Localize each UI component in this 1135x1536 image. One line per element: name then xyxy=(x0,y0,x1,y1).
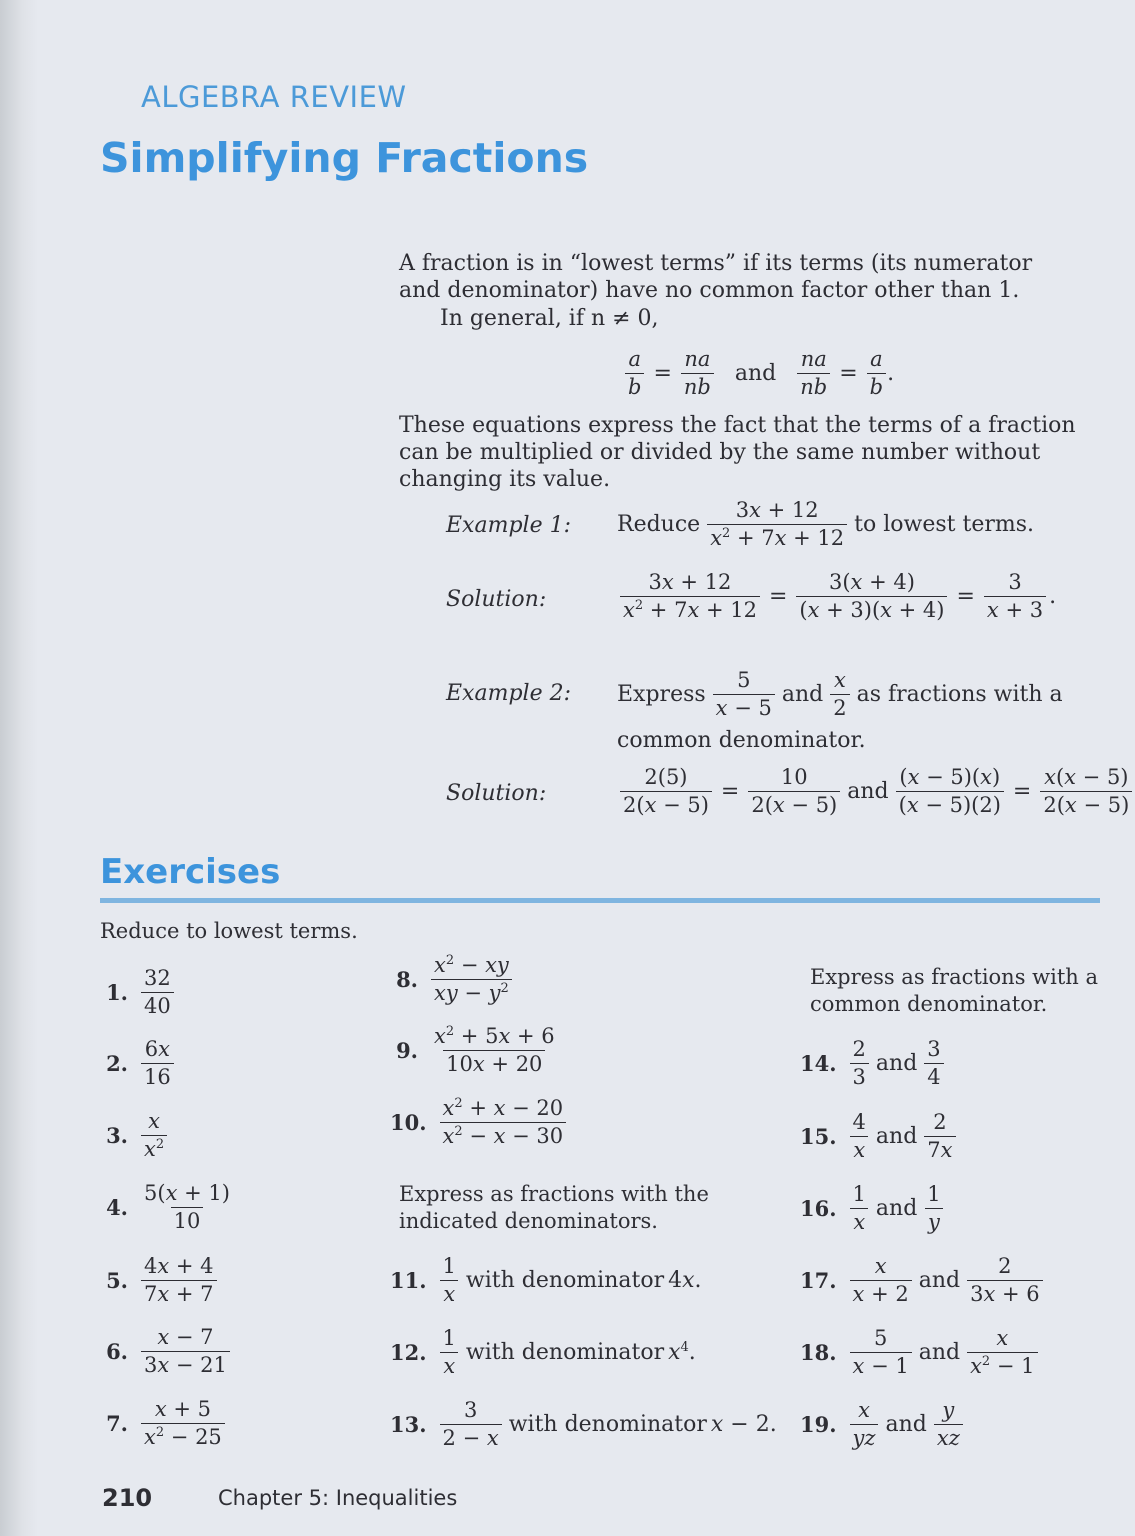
fraction: $\frac{5}{x - 5}$ xyxy=(713,668,775,720)
solution-1-label: Solution: xyxy=(446,587,547,612)
chapter-footer: Chapter 5: Inequalities xyxy=(218,1486,458,1510)
exercise-5: 5. $\frac{4x + 4}{7x + 7}$ xyxy=(100,1254,220,1306)
exercise-9: 9. $\frac{x^2 + 5x + 6}{10x + 20}$ xyxy=(396,1024,555,1076)
explanation-paragraph: These equations express the fact that the terms of a fraction can be multiplied or divided by the same number without changing its value. xyxy=(399,413,1076,492)
fraction: $\frac{na}{nb}$ xyxy=(681,347,714,399)
exercise-6: 6. $\frac{x - 7}{3x - 21}$ xyxy=(100,1325,233,1377)
express-word: Express xyxy=(617,681,706,707)
fraction: $\frac{3(x + 4)}{(x + 3)(x + 4)}$ xyxy=(796,570,947,622)
and-word: and xyxy=(734,360,777,386)
fraction: $\frac{(x - 5)(x)}{(x - 5)(2)}$ xyxy=(896,765,1004,817)
exercise-19: 19. $\frac{x}{yz}$ and $\frac{y}{xz}$ xyxy=(800,1398,966,1450)
exercise-11: 11. $\frac{1}{x}$ with denominator 4x. xyxy=(390,1254,702,1306)
to-lowest-terms-text: to lowest terms. xyxy=(854,511,1034,537)
exercise-14: 14. $\frac{2}{3}$ and $\frac{3}{4}$ xyxy=(800,1037,947,1089)
exercise-15: 15. $\frac{4}{x}$ and $\frac{2}{7x}$ xyxy=(800,1110,959,1162)
exercise-12: 12. $\frac{1}{x}$ with denominator $x^4$. xyxy=(390,1326,696,1378)
solution-2-math: $\frac{2(5)}{2(x - 5)}$ = $\frac{10}{2(x - 5)}$ and $\frac{(x - 5)(x)}{(x - 5)(2)}$ = $\frac{x(x - 5)}{2(x - 5)}$ xyxy=(617,765,1135,817)
exercise-8: 8. $\frac{x^2 - xy}{xy - y^2}$ xyxy=(390,953,515,1005)
instruction-indicated: Express as fractions with the indicated denominators. xyxy=(399,1182,709,1233)
and-word: and xyxy=(781,681,824,707)
page-title: Simplifying Fractions xyxy=(100,134,589,182)
solution-1-math: $\frac{3x + 12}{x^2 + 7x + 12}$ = $\frac{3(x + 4)}{(x + 3)(x + 4)}$ = $\frac{3}{x + 3}$ . xyxy=(617,570,1056,622)
exercises-heading: Exercises xyxy=(100,852,281,892)
reduce-word: Reduce xyxy=(617,511,701,537)
fraction: $\frac{x(x - 5)}{2(x - 5)}$ xyxy=(1040,765,1132,817)
fraction: $\frac{x}{2}$ xyxy=(830,668,849,720)
page-number: 210 xyxy=(102,1484,153,1512)
fraction: $\frac{3x + 12}{x^2 + 7x + 12}$ xyxy=(620,570,760,622)
instruction-common: Express as fractions with a common denominator. xyxy=(810,965,1099,1016)
exercise-3: 3. $\frac{x}{x^2}$ xyxy=(100,1109,170,1161)
example-2-statement xyxy=(617,668,1067,720)
exercise-10: 10. $\frac{x^2 + x - 20}{x^2 - x - 30}$ xyxy=(390,1096,569,1148)
exercise-16: 16. $\frac{1}{x}$ and $\frac{1}{y}$ xyxy=(800,1182,947,1234)
fraction: $\frac{2(5)}{2(x - 5)}$ xyxy=(620,765,712,817)
example-1-statement xyxy=(617,498,1038,550)
solution-2-label: Solution: xyxy=(446,781,547,806)
example-2-label: Example 2: xyxy=(446,681,571,706)
fraction: $\frac{3}{x + 3}$ xyxy=(984,570,1046,622)
intro-paragraph: A fraction is in “lowest terms” if its terms (its numerator and denominator) have no common factor other than 1. xyxy=(399,251,1033,303)
example-2-line2: common denominator. xyxy=(617,728,866,753)
general-statement: In general, if n ≠ 0, xyxy=(440,306,659,331)
fraction: $\frac{3x + 12}{x^2 + 7x + 12}$ xyxy=(707,498,847,550)
exercises-rule xyxy=(100,898,1100,903)
fraction: $\frac{a}{b}$ xyxy=(625,347,644,399)
exercise-13: 13. $\frac{3}{2 - x}$ with denominator x − 2. xyxy=(390,1398,777,1450)
fraction: $\frac{10}{2(x - 5)}$ xyxy=(748,765,840,817)
and-word: and xyxy=(847,778,889,804)
section-kicker: ALGEBRA REVIEW xyxy=(141,80,407,114)
exercise-2: 2. $\frac{6x}{16}$ xyxy=(100,1037,177,1089)
example-1-label: Example 1: xyxy=(446,513,571,538)
exercise-18: 18. $\frac{5}{x - 1}$ and $\frac{x}{x^2 - 1}$ xyxy=(800,1326,1041,1378)
as-fractions-text: as fractions with a xyxy=(856,681,1063,707)
exercise-7: 7. $\frac{x + 5}{x^2 - 25}$ xyxy=(100,1397,228,1449)
page-binding-shadow xyxy=(0,0,38,1536)
exercise-17: 17. $\frac{x}{x + 2}$ and $\frac{2}{3x + 6}$ xyxy=(800,1254,1046,1306)
exercise-4: 4. $\frac{5(x + 1)}{10}$ xyxy=(106,1181,230,1233)
instruction-reduce: Reduce to lowest terms. xyxy=(100,919,358,943)
exercise-1: 1. $\frac{32}{40}$ xyxy=(100,966,177,1018)
general-identity: $\frac{a}{b}$ = $\frac{na}{nb}$ and $\frac{na}{nb}$ = $\frac{a}{b}$ . xyxy=(622,347,894,399)
fraction: $\frac{na}{nb}$ xyxy=(797,347,830,399)
fraction: $\frac{a}{b}$ xyxy=(867,347,886,399)
